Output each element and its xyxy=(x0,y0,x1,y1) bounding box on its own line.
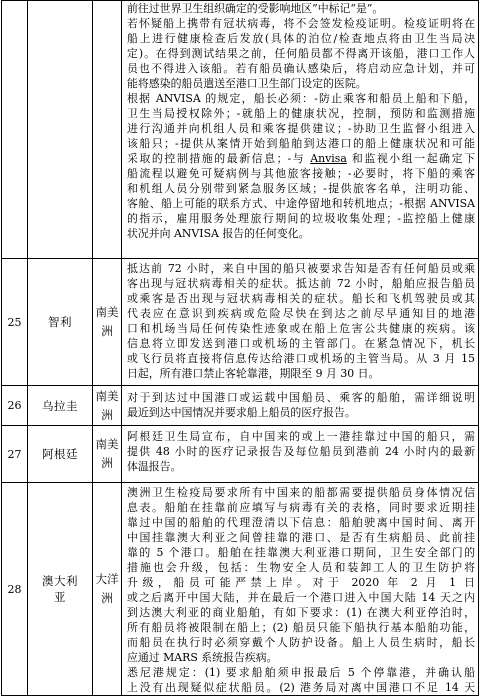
region-cell xyxy=(93,1,122,259)
row-number-cell xyxy=(2,1,28,259)
text-line: 员也不得进入该船。若有船员确认感染后，将启动应急计划，并可 xyxy=(127,62,475,75)
text-line: 体温报告。 xyxy=(127,460,182,473)
text-line: 船流程以避免可疑病例与其他旅客接触；-必要时，将下船的乘客 xyxy=(127,167,475,180)
row-number-cell: 28 xyxy=(2,483,28,696)
text-line: 能将感染的船员遣送至港口卫生部门设定的医院。 xyxy=(127,77,367,90)
region-text: 南美 xyxy=(95,437,119,451)
text-line: 进行沟通并向机组人员和乘客提供建议；-协助卫生监督小组进入 xyxy=(127,122,475,135)
table-row xyxy=(2,259,479,386)
row-number-cell: 27 xyxy=(2,426,28,483)
table-row xyxy=(2,483,479,696)
country-name: 澳大利 xyxy=(42,574,78,588)
text-line: 客出现与冠状病毒相关的症状。抵达前 72 小时，船舶应报告船员 xyxy=(127,277,475,290)
country-name: 智利 xyxy=(48,315,72,329)
text-line: 阿根廷卫生局宣布，自中国来的或上一港挂靠过中国的船只，需 xyxy=(127,430,475,443)
region-text: 大洋 xyxy=(95,572,119,586)
text-line: 抵达前 72 小时，来自中国的船只被要求告知是否有任何船员或乘 xyxy=(127,262,475,275)
table-row xyxy=(2,426,479,483)
country-cell xyxy=(28,483,93,696)
country-cell xyxy=(28,259,93,386)
text-line: 和机组人员分别带到紧急服务区域；-提供旅客名单，注明功能、 xyxy=(127,182,475,195)
text-line: 悉尼港规定：(1) 要求船舶须申报最后 5 个停靠港，并确认船 xyxy=(127,666,475,679)
text-line: 定)。在得到测试结果之前，任何船员都不得离开该船，港口工作人 xyxy=(127,47,475,60)
measures-cell xyxy=(122,386,479,426)
text-line: 所有船员将被限制在船上；(2) 船员只能下船执行基本船舶功能， xyxy=(127,621,475,634)
text-line: 前往过世界卫生组织确定的受影响地区”中标记“是”。 xyxy=(127,2,384,15)
measures-cell xyxy=(122,426,479,483)
text-line: 信息将立即发送到港口或机场的主管部门。在紧急情况下，机长 xyxy=(127,337,475,350)
text-line: 或之后离开中国大陆，并在最后一个港口进入中国大陆 14 天之内 xyxy=(127,591,475,604)
country-name: 阿根廷 xyxy=(42,447,78,461)
measures-cell xyxy=(122,483,479,696)
text-line: 升级，船员可能严禁上岸。对于 2020 年 2 月 1 日 xyxy=(127,576,475,589)
country-cell xyxy=(28,386,93,426)
text-line: 根据 ANVISA 的规定，船长必须：-防止乘客和船员上船和下船， xyxy=(127,92,475,105)
text-line: 客舱、船上可能的联系方式、中途停留地和转机地点；-根据 ANVISA xyxy=(127,197,475,210)
text-line: 最近到达中国情况并要求船上船员的医疗报告。 xyxy=(127,406,356,419)
row-number-cell: 26 xyxy=(2,386,28,426)
text-line: 中国挂靠澳大利亚之间曾挂靠的港口、是否有生病船员、此前挂 xyxy=(127,531,475,544)
text-line: 息表。船舶在挂靠前应填写与病毒有关的表格，同时要求近期挂 xyxy=(127,501,475,514)
measures-cell xyxy=(122,259,479,386)
text-line: 到达澳大利亚的商业船舶，有如下要求：(1) 在澳大利亚停泊时， xyxy=(127,606,475,619)
region-cell xyxy=(93,259,122,386)
text-line: 靠过中国的船舶的代理澄清以下信息：船舶驶离中国时间、离开 xyxy=(127,516,475,529)
row-number-cell: 25 xyxy=(2,259,28,386)
text-line: 靠的 5 个港口。船舶在挂靠澳大利亚港口期间，卫生安全部门的 xyxy=(127,546,475,559)
text-line: 澳洲卫生检疫局要求所有中国来的船都需要提供船员身体情况信 xyxy=(127,486,475,499)
text-line: 或乘客是否出现与冠状病毒相关的症状。船长和飞机驾驶员或其 xyxy=(127,292,475,305)
text-line: 或飞行员将直接将信息传达给港口或机场的主管当局。从 3 月 15 xyxy=(127,352,475,365)
text-line: 的指示，雇用服务处理旅行期间的垃圾收集处理；-监控船上健康 xyxy=(127,212,475,225)
text-line: 而船员在执行时必须穿戴个人防护设备。船上人员生病时，船长 xyxy=(127,636,475,649)
region-text: 洲 xyxy=(101,591,113,605)
port-measures-table xyxy=(1,0,479,696)
text-line-anvisa: 采取的控制措施的最新信息；-与 Anvisa 和监视小组一起确定下 xyxy=(127,152,475,165)
table-row xyxy=(2,386,479,426)
text-line: 卫生当局授权除外；-就船上的健康状况，控制，预防和监测措施 xyxy=(127,107,475,120)
text-line: 上没有出现疑似症状船员。(2) 港务局对离中国港口不足 14 天 xyxy=(127,681,475,694)
anvisa-underlined-text: Anvisa xyxy=(310,152,347,165)
text-line: 日起，所有港口禁止客轮靠港，期限至 9 月 30 日。 xyxy=(127,367,380,380)
region-cell xyxy=(93,483,122,696)
text-line: 口和机场当局任何传染性迹象或在船上危害公共健康的疾病。该 xyxy=(127,322,475,335)
country-cell xyxy=(28,1,93,259)
region-text: 洲 xyxy=(101,456,113,470)
text-line: 状况并向 ANVISA 报告的任何变化。 xyxy=(127,227,310,240)
text-line: 代表应在意识到疾病或危险尽快在到达之前尽早通知目的地港 xyxy=(127,307,475,320)
country-name: 乌拉圭 xyxy=(42,398,78,413)
text-line: 对于到达过中国港口或运载中国船员、乘客的船舶，需详细说明 xyxy=(127,391,475,404)
text-line: 船上进行健康检查后发放(具体的泊位/检查地点将由卫生当局决 xyxy=(127,32,475,45)
country-name: 亚 xyxy=(54,590,66,604)
table-row xyxy=(2,1,479,259)
region-text: 洲 xyxy=(101,407,113,422)
text-line: 措施也会升级，包括：生物安全人员和装卸工人的卫生防护将 xyxy=(127,561,475,574)
region-text: 南美 xyxy=(95,388,119,403)
text-line: 该船只；-提供从案情开始到船舶到达港口的船上健康状况和可能 xyxy=(127,137,475,150)
text-line: 提供 48 小时的医疗记录报告及每位船员到港前 24 小时内的最新 xyxy=(127,445,475,458)
measures-cell xyxy=(122,1,479,259)
text-line: 若怀疑船上携带有冠状病毒，将不会签发检疫证明。检疫证明将在 xyxy=(127,17,475,30)
country-cell xyxy=(28,426,93,483)
region-cell xyxy=(93,386,122,426)
region-text: 洲 xyxy=(101,324,113,338)
region-text: 南美 xyxy=(95,305,119,319)
text-line: 应通过 MARS 系统报告疾病。 xyxy=(127,651,278,664)
region-cell xyxy=(93,426,122,483)
